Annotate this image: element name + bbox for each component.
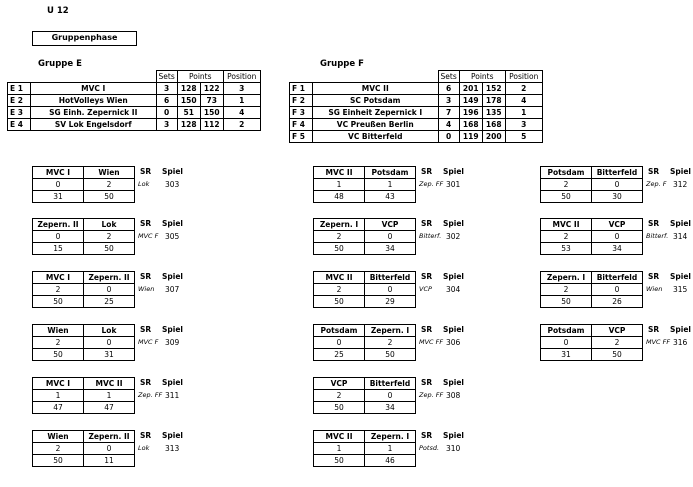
sets-b: 0 bbox=[365, 390, 416, 402]
team-b: Zepern. II bbox=[84, 431, 135, 443]
sets-b: 2 bbox=[84, 179, 135, 191]
sr-value: Zep. FF bbox=[419, 391, 444, 399]
page-title: U 12 bbox=[47, 6, 69, 16]
team-b: MVC II bbox=[84, 378, 135, 390]
match-table bbox=[313, 377, 416, 414]
points-b: 50 bbox=[84, 243, 135, 255]
spiel-label: Spiel bbox=[670, 167, 691, 176]
match-table bbox=[32, 430, 135, 467]
sets-b: 0 bbox=[592, 231, 643, 243]
sets-a: 2 bbox=[33, 337, 84, 349]
sets-a: 0 bbox=[314, 337, 365, 349]
sr-label: SR bbox=[140, 325, 152, 334]
group-f-table bbox=[289, 70, 543, 143]
points-a: 15 bbox=[33, 243, 84, 255]
match-table bbox=[313, 324, 416, 361]
spiel-label: Spiel bbox=[670, 325, 691, 334]
col-position: Position bbox=[223, 71, 260, 83]
team-a: MVC II bbox=[314, 431, 365, 443]
sets-a: 2 bbox=[541, 231, 592, 243]
points-a: 48 bbox=[314, 191, 365, 203]
sets-b: 0 bbox=[84, 443, 135, 455]
group-f-title: Gruppe F bbox=[320, 59, 364, 69]
points-b: 50 bbox=[84, 191, 135, 203]
points-a: 50 bbox=[33, 349, 84, 361]
team-b: Lok bbox=[84, 219, 135, 231]
points-a: 53 bbox=[541, 243, 592, 255]
team-a: MVC II bbox=[541, 219, 592, 231]
spiel-label: Spiel bbox=[670, 219, 691, 228]
sr-value: MVC FF bbox=[646, 338, 671, 346]
spiel-number: 312 bbox=[673, 180, 688, 189]
sr-value: Zep. F bbox=[646, 180, 667, 188]
sets-b: 0 bbox=[84, 284, 135, 296]
points-b: 46 bbox=[365, 455, 416, 467]
sr-label: SR bbox=[648, 219, 660, 228]
sets-b: 0 bbox=[84, 337, 135, 349]
team-b: Wien bbox=[84, 167, 135, 179]
sr-label: SR bbox=[421, 272, 433, 281]
sr-value: Wien bbox=[138, 285, 155, 293]
spiel-number: 302 bbox=[446, 232, 461, 241]
points-a: 25 bbox=[314, 349, 365, 361]
spiel-number: 301 bbox=[446, 180, 461, 189]
team-a: Wien bbox=[33, 325, 84, 337]
sets-b: 1 bbox=[365, 443, 416, 455]
sets-a: 2 bbox=[541, 179, 592, 191]
sets-a: 1 bbox=[314, 443, 365, 455]
match-table bbox=[540, 166, 643, 203]
points-a: 31 bbox=[33, 191, 84, 203]
spiel-label: Spiel bbox=[443, 219, 464, 228]
points-a: 50 bbox=[541, 191, 592, 203]
team-a: VCP bbox=[314, 378, 365, 390]
spiel-number: 313 bbox=[165, 444, 180, 453]
points-b: 50 bbox=[592, 349, 643, 361]
sr-label: SR bbox=[421, 219, 433, 228]
team-a: MVC II bbox=[314, 167, 365, 179]
match-table bbox=[313, 271, 416, 308]
group-e-table bbox=[7, 70, 261, 131]
team-b: Zepern. II bbox=[84, 272, 135, 284]
table-row: F 1 MVC II 6 201 152 2 bbox=[290, 83, 543, 95]
spiel-label: Spiel bbox=[443, 378, 464, 387]
sr-value: Wien bbox=[646, 285, 663, 293]
spiel-number: 303 bbox=[165, 180, 180, 189]
sr-label: SR bbox=[140, 167, 152, 176]
table-row: E 4 SV Lok Engelsdorf 3 128 112 2 bbox=[8, 119, 261, 131]
sets-a: 1 bbox=[314, 179, 365, 191]
sr-value: Bitterf. bbox=[646, 232, 669, 240]
group-e-title: Gruppe E bbox=[38, 59, 82, 69]
team-b: VCP bbox=[592, 325, 643, 337]
spiel-label: Spiel bbox=[443, 272, 464, 281]
team-b: Bitterfeld bbox=[365, 272, 416, 284]
col-points: Points bbox=[177, 71, 223, 83]
spiel-label: Spiel bbox=[162, 219, 183, 228]
sr-value: Bitterf. bbox=[419, 232, 442, 240]
sr-label: SR bbox=[140, 219, 152, 228]
table-row: E 1 MVC I 3 128 122 3 bbox=[8, 83, 261, 95]
sr-label: SR bbox=[648, 272, 660, 281]
sets-a: 0 bbox=[33, 179, 84, 191]
col-position: Position bbox=[505, 71, 542, 83]
points-b: 26 bbox=[592, 296, 643, 308]
sr-value: VCP bbox=[419, 285, 432, 293]
sets-a: 2 bbox=[33, 284, 84, 296]
team-a: Zepern. II bbox=[33, 219, 84, 231]
sr-value: Zep. FF bbox=[419, 180, 444, 188]
team-b: VCP bbox=[592, 219, 643, 231]
spiel-number: 309 bbox=[165, 338, 180, 347]
sets-b: 1 bbox=[365, 179, 416, 191]
team-a: Potsdam bbox=[541, 325, 592, 337]
match-table bbox=[313, 218, 416, 255]
spiel-label: Spiel bbox=[162, 325, 183, 334]
points-b: 43 bbox=[365, 191, 416, 203]
team-a: MVC I bbox=[33, 378, 84, 390]
match-table bbox=[540, 324, 643, 361]
spiel-number: 306 bbox=[446, 338, 461, 347]
sets-a: 0 bbox=[33, 231, 84, 243]
col-points: Points bbox=[459, 71, 505, 83]
team-b: Bitterfeld bbox=[592, 272, 643, 284]
sets-b: 2 bbox=[365, 337, 416, 349]
points-a: 50 bbox=[33, 296, 84, 308]
sets-b: 2 bbox=[592, 337, 643, 349]
sets-a: 2 bbox=[541, 284, 592, 296]
sets-a: 2 bbox=[314, 231, 365, 243]
table-row: F 3 SG Einheit Zepernick I 7 196 135 1 bbox=[290, 107, 543, 119]
sr-label: SR bbox=[140, 272, 152, 281]
table-row: E 3 SG Einh. Zepernick II 0 51 150 4 bbox=[8, 107, 261, 119]
sets-b: 0 bbox=[365, 231, 416, 243]
sr-label: SR bbox=[648, 167, 660, 176]
sr-label: SR bbox=[421, 378, 433, 387]
team-a: MVC I bbox=[33, 167, 84, 179]
spiel-number: 310 bbox=[446, 444, 461, 453]
table-row: E 2 HotVolleys Wien 6 150 73 1 bbox=[8, 95, 261, 107]
spiel-number: 314 bbox=[673, 232, 688, 241]
sets-b: 0 bbox=[592, 179, 643, 191]
points-a: 47 bbox=[33, 402, 84, 414]
sr-value: Zep. FF bbox=[138, 391, 163, 399]
points-b: 30 bbox=[592, 191, 643, 203]
sr-value: MVC F bbox=[138, 232, 159, 240]
match-table bbox=[32, 377, 135, 414]
spiel-number: 304 bbox=[446, 285, 461, 294]
spiel-number: 311 bbox=[165, 391, 180, 400]
points-b: 50 bbox=[365, 349, 416, 361]
team-a: MVC II bbox=[314, 272, 365, 284]
sr-value: MVC FF bbox=[419, 338, 444, 346]
sets-a: 0 bbox=[541, 337, 592, 349]
match-table bbox=[32, 218, 135, 255]
sets-b: 2 bbox=[84, 231, 135, 243]
table-row: F 5 VC Bitterfeld 0 119 200 5 bbox=[290, 131, 543, 143]
table-row: F 2 SC Potsdam 3 149 178 4 bbox=[290, 95, 543, 107]
col-sets: Sets bbox=[438, 71, 459, 83]
team-a: Zepern. I bbox=[314, 219, 365, 231]
sets-a: 2 bbox=[314, 390, 365, 402]
points-b: 34 bbox=[365, 402, 416, 414]
points-b: 25 bbox=[84, 296, 135, 308]
points-b: 34 bbox=[365, 243, 416, 255]
team-b: Zepern. I bbox=[365, 325, 416, 337]
team-a: Zepern. I bbox=[541, 272, 592, 284]
team-b: Bitterfeld bbox=[365, 378, 416, 390]
match-table bbox=[32, 271, 135, 308]
points-b: 11 bbox=[84, 455, 135, 467]
team-b: Bitterfeld bbox=[592, 167, 643, 179]
points-a: 50 bbox=[314, 296, 365, 308]
spiel-number: 315 bbox=[673, 285, 688, 294]
spiel-label: Spiel bbox=[162, 378, 183, 387]
spiel-number: 305 bbox=[165, 232, 180, 241]
sr-label: SR bbox=[140, 431, 152, 440]
points-b: 47 bbox=[84, 402, 135, 414]
points-a: 50 bbox=[314, 243, 365, 255]
sr-label: SR bbox=[421, 431, 433, 440]
match-table bbox=[540, 271, 643, 308]
spiel-label: Spiel bbox=[162, 167, 183, 176]
points-b: 34 bbox=[592, 243, 643, 255]
match-table bbox=[32, 166, 135, 203]
match-table bbox=[540, 218, 643, 255]
sr-label: SR bbox=[648, 325, 660, 334]
spiel-label: Spiel bbox=[670, 272, 691, 281]
col-sets: Sets bbox=[156, 71, 177, 83]
spiel-label: Spiel bbox=[443, 325, 464, 334]
spiel-number: 316 bbox=[673, 338, 688, 347]
team-a: Potsdam bbox=[314, 325, 365, 337]
sets-a: 1 bbox=[33, 390, 84, 402]
points-a: 31 bbox=[541, 349, 592, 361]
spiel-number: 307 bbox=[165, 285, 180, 294]
points-a: 50 bbox=[314, 402, 365, 414]
sr-label: SR bbox=[421, 325, 433, 334]
spiel-label: Spiel bbox=[443, 167, 464, 176]
spiel-number: 308 bbox=[446, 391, 461, 400]
match-table bbox=[313, 430, 416, 467]
spiel-label: Spiel bbox=[162, 431, 183, 440]
points-a: 50 bbox=[541, 296, 592, 308]
phase-box: Gruppenphase bbox=[32, 31, 137, 46]
spiel-label: Spiel bbox=[443, 431, 464, 440]
table-row: F 4 VC Preußen Berlin 4 168 168 3 bbox=[290, 119, 543, 131]
sets-b: 1 bbox=[84, 390, 135, 402]
sr-label: SR bbox=[140, 378, 152, 387]
team-b: VCP bbox=[365, 219, 416, 231]
points-b: 31 bbox=[84, 349, 135, 361]
match-table bbox=[32, 324, 135, 361]
sr-label: SR bbox=[421, 167, 433, 176]
team-b: Potsdam bbox=[365, 167, 416, 179]
sets-a: 2 bbox=[314, 284, 365, 296]
sr-value: Lok bbox=[138, 180, 150, 188]
spiel-label: Spiel bbox=[162, 272, 183, 281]
sr-value: Lok bbox=[138, 444, 150, 452]
points-a: 50 bbox=[314, 455, 365, 467]
sets-b: 0 bbox=[365, 284, 416, 296]
team-a: Potsdam bbox=[541, 167, 592, 179]
sets-a: 2 bbox=[33, 443, 84, 455]
team-b: Lok bbox=[84, 325, 135, 337]
sr-value: Potsd. bbox=[419, 444, 440, 452]
team-a: MVC I bbox=[33, 272, 84, 284]
points-b: 29 bbox=[365, 296, 416, 308]
sets-b: 0 bbox=[592, 284, 643, 296]
team-a: Wien bbox=[33, 431, 84, 443]
match-table bbox=[313, 166, 416, 203]
sr-value: MVC F bbox=[138, 338, 159, 346]
team-b: Zepern. I bbox=[365, 431, 416, 443]
points-a: 50 bbox=[33, 455, 84, 467]
